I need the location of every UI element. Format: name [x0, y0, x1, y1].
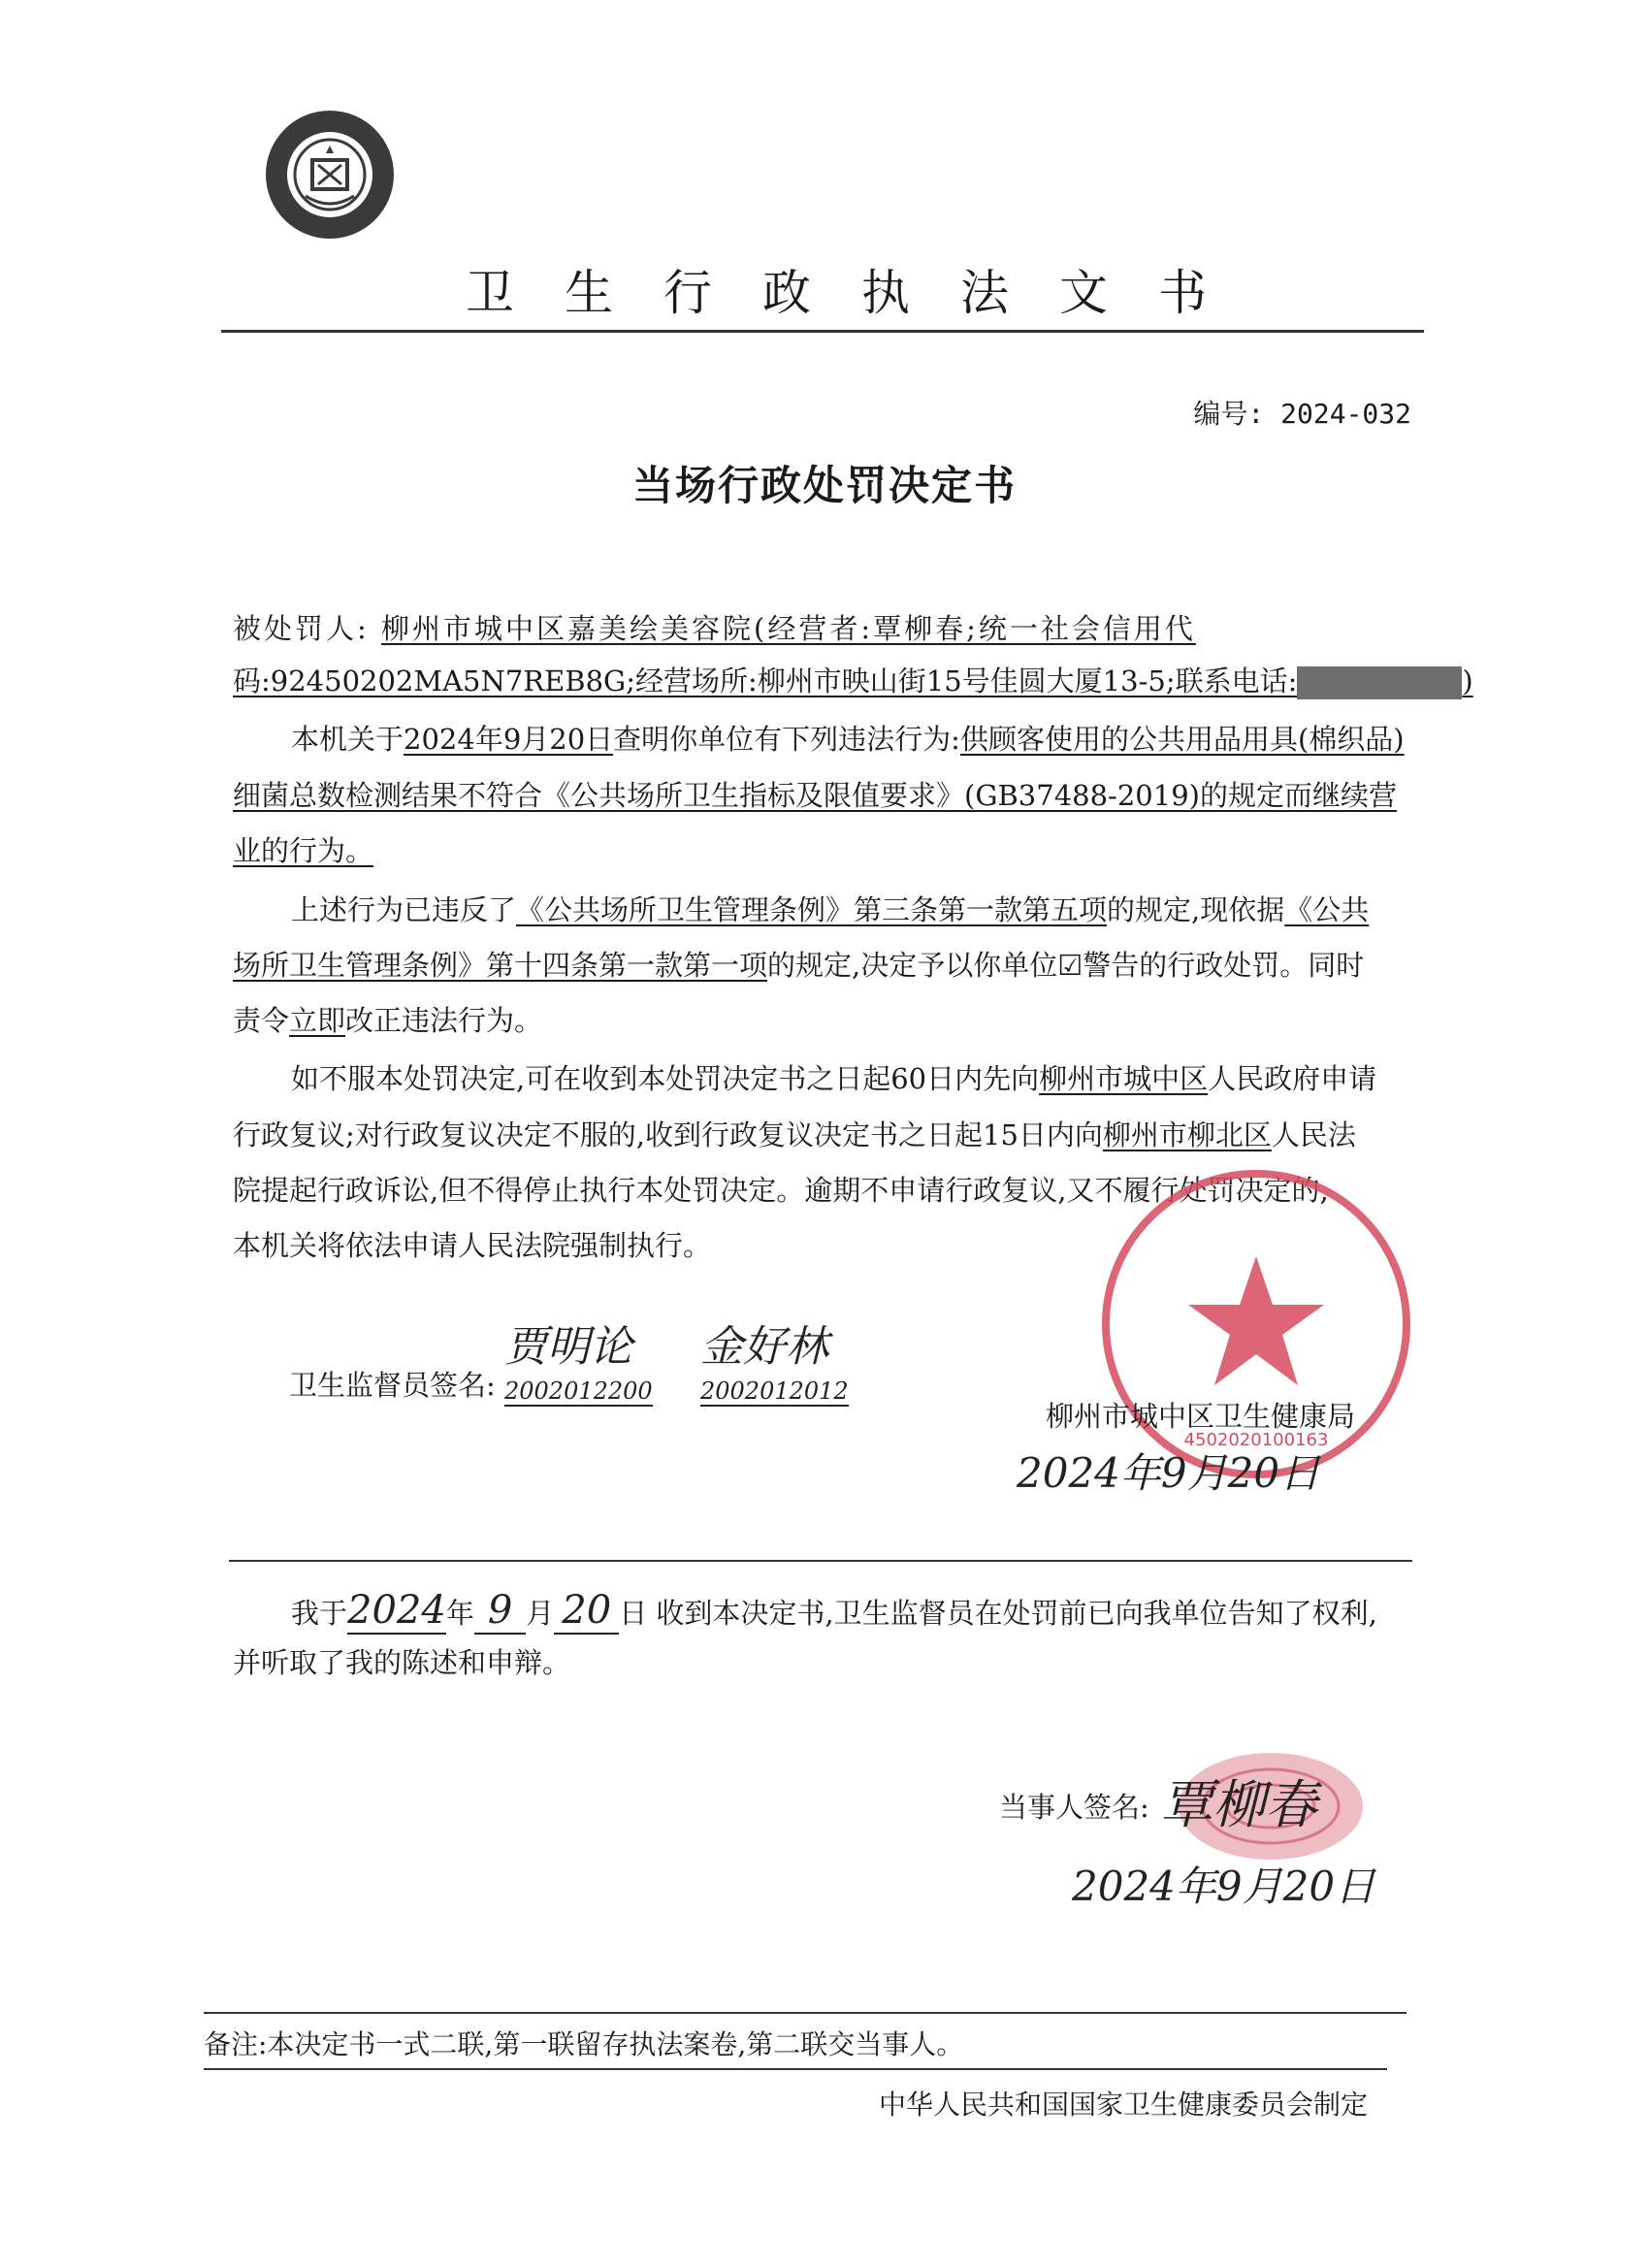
receipt-month: 9 — [474, 1588, 526, 1635]
party-sign-date: 2024年9月20日 — [1072, 1863, 1376, 1910]
party-line-2 — [233, 662, 1473, 700]
court-authority: 柳州市柳北区 — [1102, 1118, 1272, 1151]
redacted-phone — [1297, 666, 1462, 699]
basis-line-3 — [233, 1001, 542, 1040]
correction-term: 立即 — [289, 1004, 346, 1037]
header-rule — [221, 330, 1424, 333]
receipt-text: 年 — [445, 1597, 474, 1630]
basis-text: 改正违法行为。 — [345, 1004, 543, 1037]
document-series-title: 卫生行政执法文书 — [466, 265, 1257, 321]
party-line-1 — [233, 609, 1196, 648]
receipt-text: 日 收到本决定书,卫生监督员在处罚前已向我单位告知了权利, — [619, 1597, 1377, 1630]
violation-text: 本机关于 — [291, 723, 404, 756]
inspector-2-signature: 金好林 — [700, 1322, 828, 1372]
penalty-clause: 《公共 — [1284, 893, 1370, 926]
issuing-authority: 柳州市城中区卫生健康局 — [1046, 1400, 1356, 1433]
health-inspection-emblem — [262, 107, 398, 243]
basis-line-1 — [291, 891, 1369, 929]
violation-detail: 细菌总数检测结果不符合《公共场所卫生指标及限值要求》(GB37488-2019)的规定而继续营 — [233, 779, 1397, 812]
inspector-1-signature: 贾明论 — [504, 1322, 632, 1372]
party-name: 柳州市城中区嘉美绘美容院(经营者:覃柳春;统一社会信用代 — [381, 612, 1196, 645]
remarks-note: 备注:本决定书一式二联,第一联留存执法案卷,第二联交当事人。 — [204, 2028, 964, 2060]
review-authority: 柳州市城中区 — [1039, 1062, 1209, 1095]
appeal-text: 行政复议;对行政复议决定不服的,收到行政复议决定书之日起15日内向 — [233, 1118, 1103, 1151]
footer-rule-top — [204, 2012, 1406, 2014]
receipt-divider — [229, 1560, 1412, 1562]
receipt-year: 2024 — [347, 1588, 446, 1633]
receipt-day: 20 — [554, 1588, 619, 1635]
party-signature-label: 当事人签名: — [999, 1791, 1149, 1824]
document-number: 编号: 2024-032 — [1193, 398, 1411, 430]
receipt-line-2: 并听取了我的陈述和申辩。 — [233, 1646, 571, 1679]
inspector-signature-label: 卫生监督员签名: — [289, 1369, 496, 1402]
appeal-line-4: 本机关将依法申请人民法院强制执行。 — [233, 1229, 712, 1262]
inspector-2-id: 2002012012 — [700, 1377, 849, 1405]
official-seal — [1096, 1164, 1416, 1484]
basis-text: 的规定,现依据 — [1107, 893, 1285, 926]
appeal-line-2 — [233, 1116, 1356, 1154]
seal-number: 4502020100163 — [1183, 1430, 1329, 1450]
appeal-text: 人民政府申请 — [1208, 1062, 1377, 1095]
appeal-text: 如不服本处罚决定,可在收到本处罚决定书之日起60日内先向 — [291, 1062, 1040, 1095]
party-detail: 码:92450202MA5N7REB8G;经营场所:柳州市映山街15号佳圆大厦13-5;联系电话: — [233, 664, 1298, 697]
appeal-text: 人民法 — [1271, 1118, 1356, 1151]
party-detail-end: ) — [1462, 664, 1473, 697]
violation-text: 查明你单位有下列违法行为: — [613, 723, 960, 756]
issuer-footer: 中华人民共和国国家卫生健康委员会制定 — [878, 2089, 1368, 2121]
inspection-date: 2024年9月20日 — [404, 723, 614, 756]
basis-text: 上述行为已违反了 — [291, 893, 517, 926]
footer-rule-bottom — [204, 2068, 1387, 2070]
violation-line-3 — [233, 831, 373, 870]
inspector-1-id: 2002012200 — [504, 1377, 653, 1405]
issue-date: 2024年9月20日 — [1017, 1449, 1321, 1497]
violation-line-2 — [233, 776, 1397, 815]
party-label: 被处罚人: — [233, 612, 370, 645]
page-title: 当场行政处罚决定书 — [631, 462, 1017, 509]
appeal-line-1 — [291, 1059, 1376, 1098]
receipt-text: 月 — [526, 1597, 555, 1630]
receipt-line-1 — [291, 1588, 1377, 1633]
violation-line-1 — [291, 720, 1405, 759]
basis-text: 责令 — [233, 1004, 290, 1037]
violated-clause: 《公共场所卫生管理条例》第三条第一款第五项 — [516, 893, 1108, 926]
appeal-line-3: 院提起行政诉讼,但不得停止执行本处罚决定。逾期不申请行政复议,又不履行处罚决定的, — [233, 1174, 1329, 1207]
basis-line-2 — [233, 946, 1364, 985]
party-signature: 覃柳春 — [1160, 1774, 1317, 1835]
violation-detail: 业的行为。 — [233, 834, 374, 867]
receipt-text: 我于 — [291, 1597, 348, 1630]
violation-detail: 供顾客使用的公共用品用具(棉织品) — [959, 723, 1405, 756]
penalty-clause: 场所卫生管理条例》第十四条第一款第一项 — [233, 949, 768, 982]
basis-text: 的规定,决定予以你单位☑警告的行政处罚。同时 — [767, 949, 1365, 982]
